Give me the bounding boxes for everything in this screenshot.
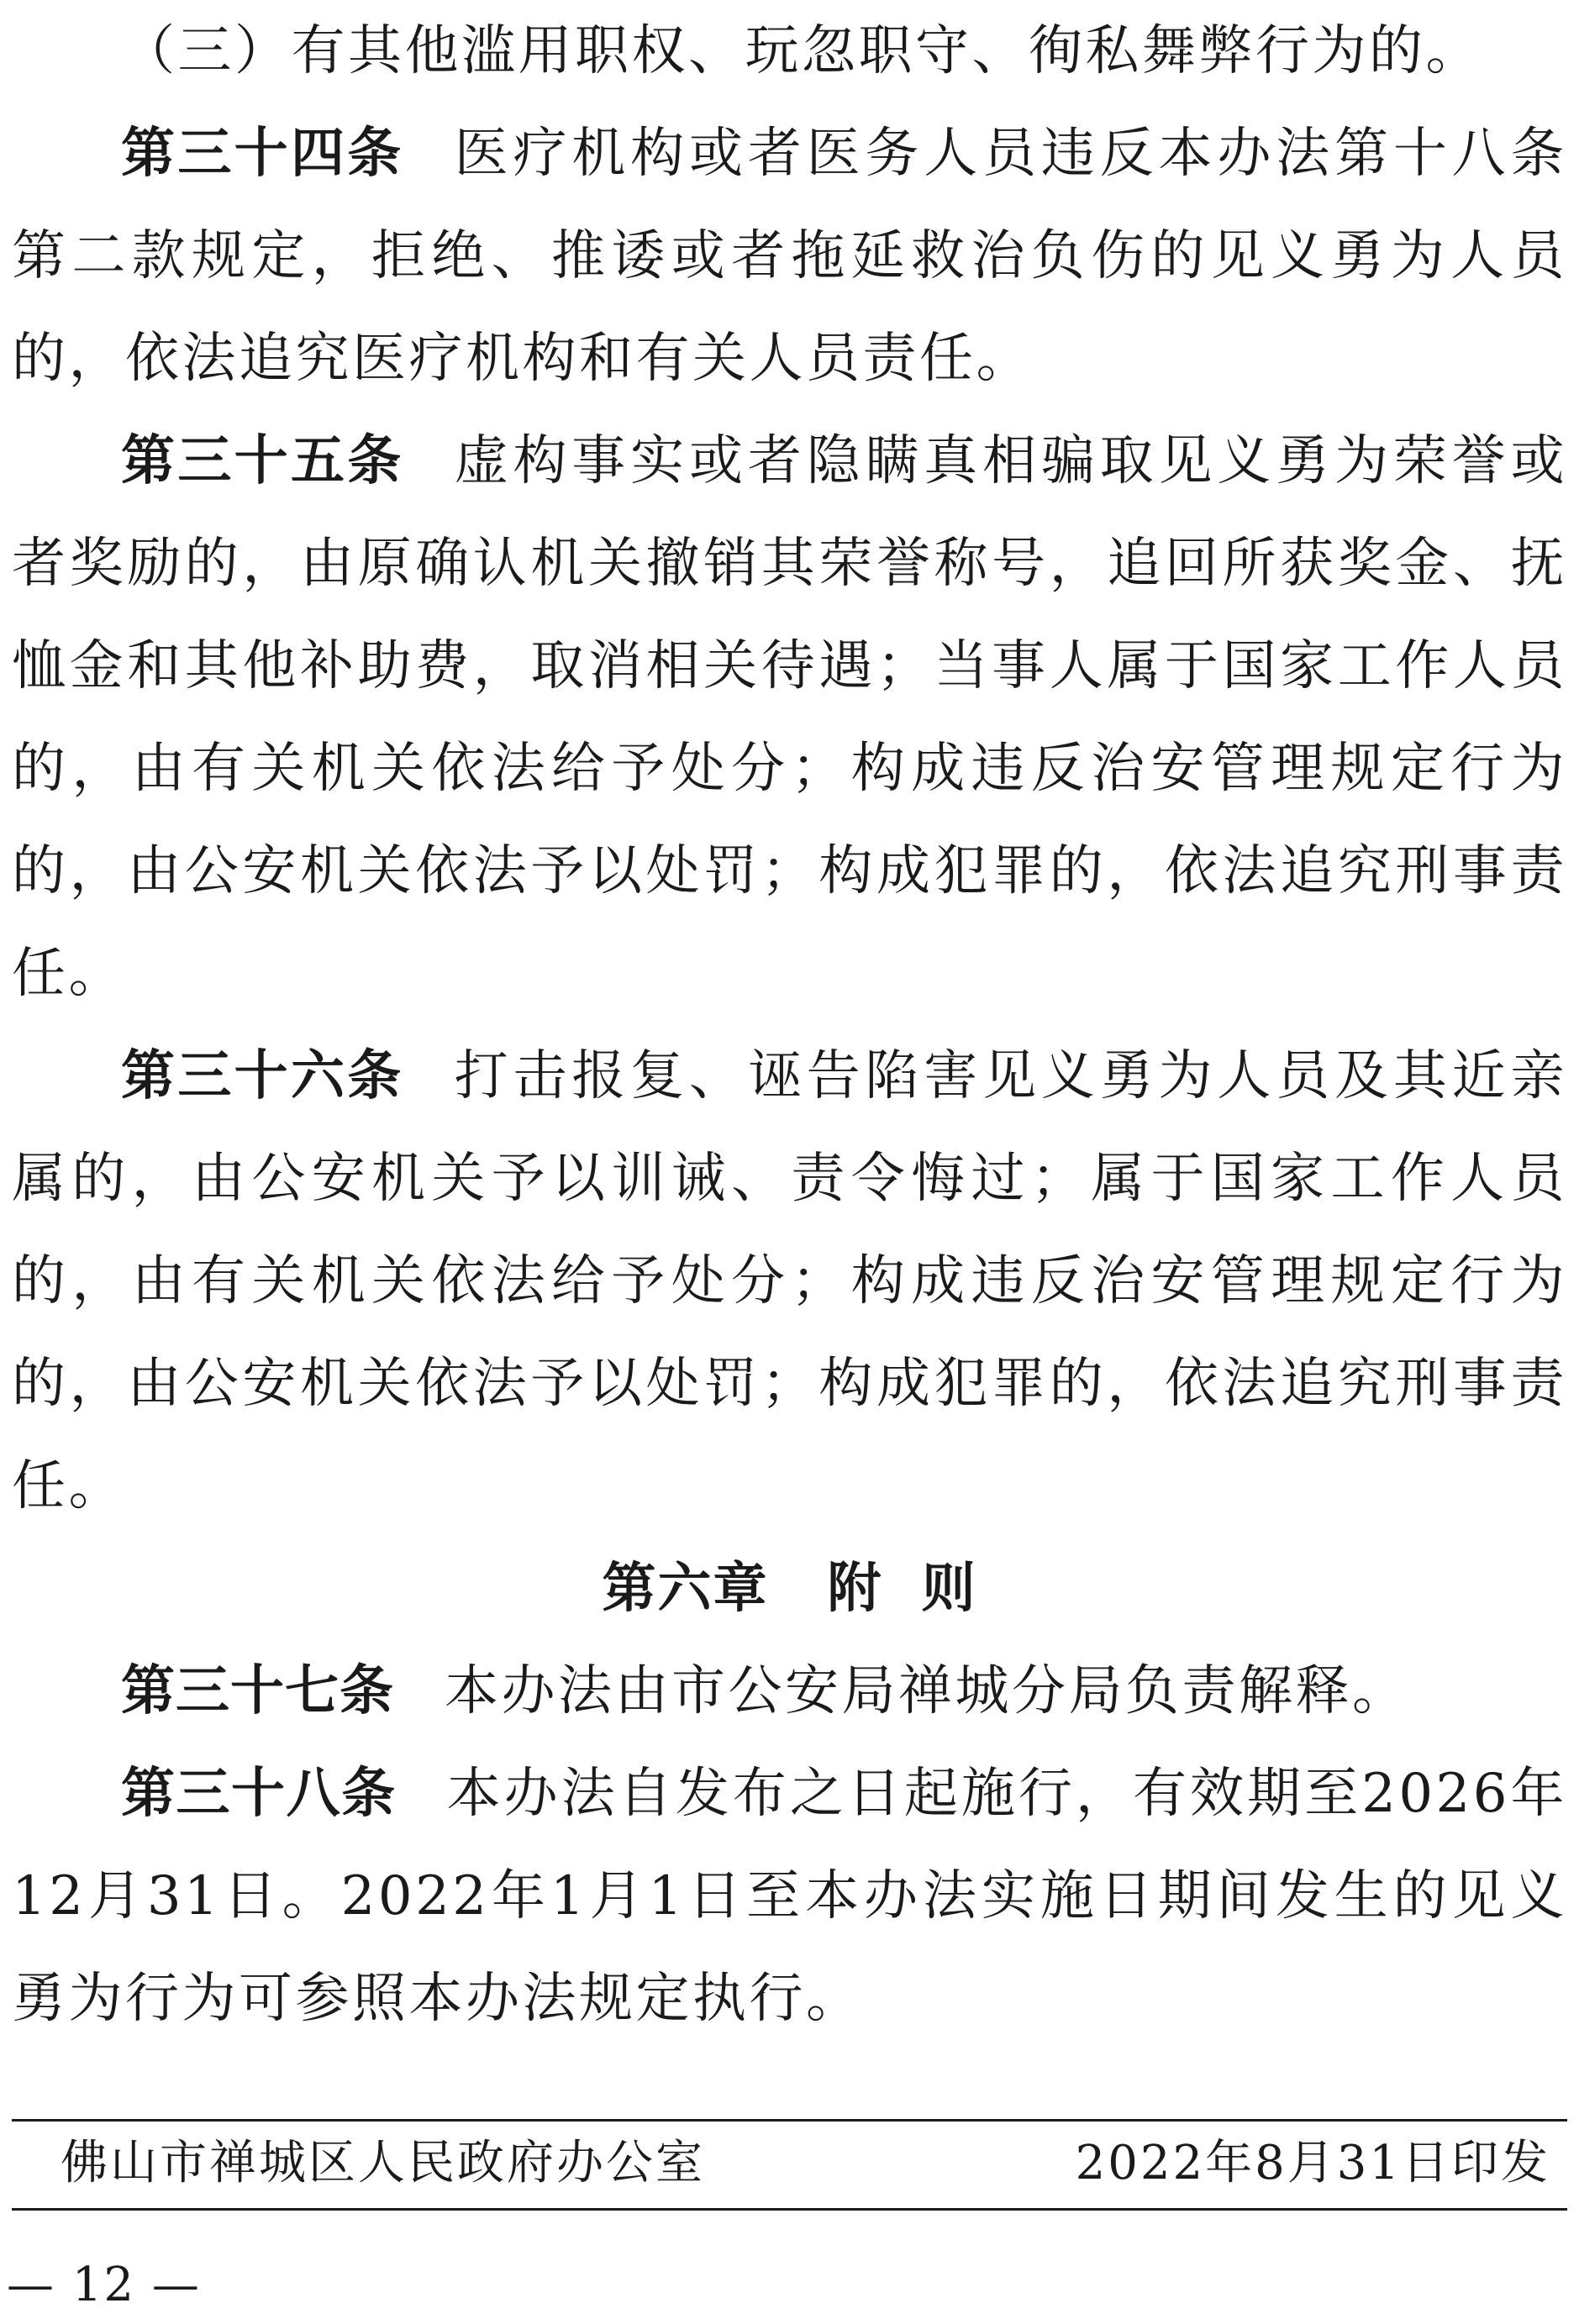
article-number: 第三十六条 <box>121 1045 404 1107</box>
footer-bottom-rule <box>12 2208 1567 2211</box>
article-number: 第三十七条 <box>121 1660 394 1722</box>
article-38 <box>12 1743 1567 2050</box>
article-36 <box>12 1025 1567 1538</box>
footer-date: 2022年8月31日印发 <box>1075 2136 1550 2190</box>
article-text: 打击报复、诬告陷害见义勇为人员及其近亲属的，由公安机关予以训诫、责令悔过；属于国家工作人员的，由有关机关依法给予处分；构成违反治安管理规定行为的，由公安机关依法予以处罚；构成犯罪的，依法追究刑事责任。 <box>12 1045 1568 1517</box>
article-37 <box>12 1640 1567 1743</box>
chapter-heading <box>12 1538 1567 1640</box>
page-number: — 12 — <box>7 2258 201 2312</box>
chapter-title-part2: 则 <box>921 1558 977 1620</box>
article-text: 本办法自发布之日起施行，有效期至2026年12月31日。2022年1月1日至本办法实施日期间发生的见义勇为行为可参照本办法规定执行。 <box>12 1763 1568 2030</box>
article-text: 医疗机构或者医务人员违反本办法第十八条第二款规定，拒绝、推诿或者拖延救治负伤的见义勇为人员的，依法追究医疗机构和有关人员责任。 <box>12 123 1568 390</box>
article-text: 虚构事实或者隐瞒真相骗取见义勇为荣誉或者奖励的，由原确认机关撤销其荣誉称号，追回所获奖金、抚恤金和其他补助费，取消相关待遇；当事人属于国家工作人员的，由有关机关依法给予处分；构成违反治安管理规定行为的，由公安机关依法予以处罚；构成犯罪的，依法追究刑事责任。 <box>12 430 1568 1005</box>
footer-issuer: 佛山市禅城区人民政府办公室 <box>61 2136 705 2190</box>
article-34 <box>12 103 1567 410</box>
article-number: 第三十五条 <box>121 430 404 492</box>
article-text: 本办法由市公安局禅城分局负责解释。 <box>445 1660 1409 1722</box>
article-35 <box>12 410 1567 1025</box>
article-number: 第三十四条 <box>121 123 404 185</box>
clause-item-3 <box>12 0 1567 103</box>
clause-text: （三）有其他滥用职权、玩忽职守、徇私舞弊行为的。 <box>121 20 1482 82</box>
article-number: 第三十八条 <box>121 1763 397 1825</box>
footer-imprint <box>12 2119 1567 2208</box>
chapter-number: 第六章 <box>602 1558 769 1620</box>
document-body <box>12 0 1567 2050</box>
chapter-title-part1: 附 <box>827 1558 883 1620</box>
